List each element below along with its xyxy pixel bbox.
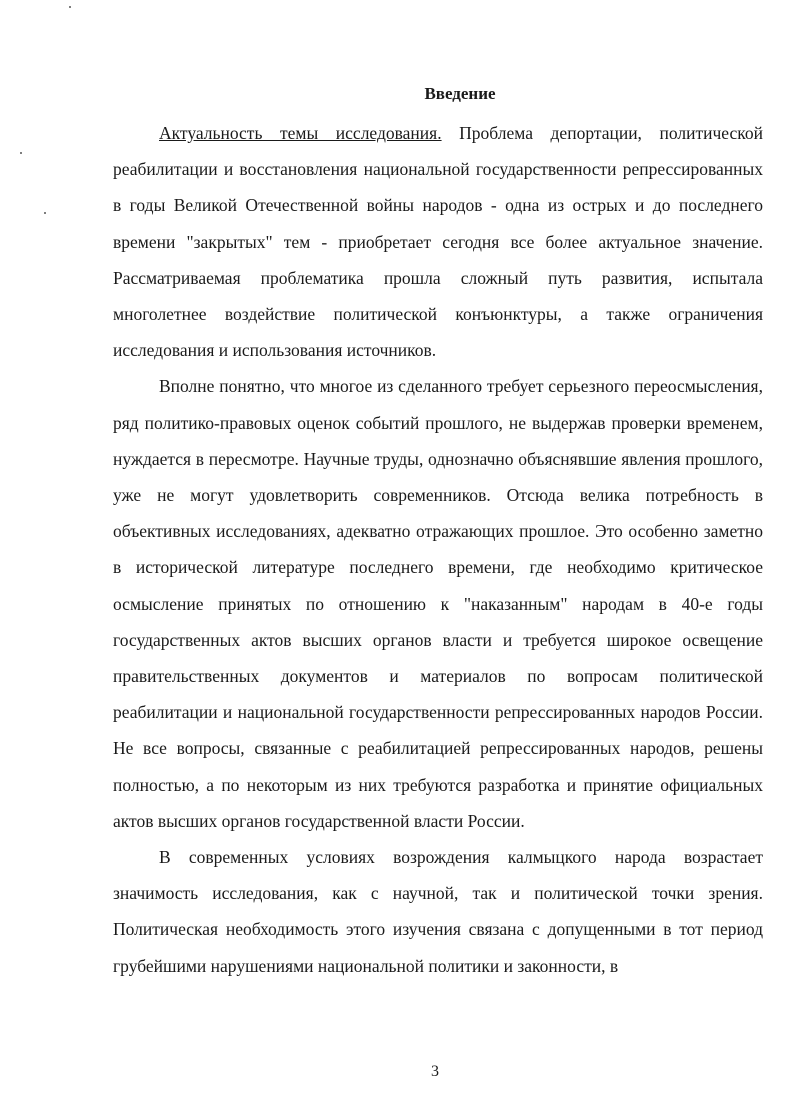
scan-speck bbox=[20, 152, 22, 154]
paragraph-2: Вполне понятно, что многое из сделанного требует серьезного переосмысления, ряд политико-правовых оценок событий прошлого, не выдержав проверки временем, нуждается в пересмотре. Научные труды, однозначно объяснявшие явления прошлого, уже не могут удовлетворить современников. Отсюда велика потребность в объективных исследованиях, адекватно отражающих прошлое. Это особенно заметно в исторической литературе последнего времени, где необходимо критическое осмысление принятых по отношению к "наказанным" народам в 40-е годы государственных актов высших органов власти и требуется широкое освещение правительственных документов и материалов по вопросам политической реабилитации и национальной государственности репрессированных народов России. Не все вопросы, связанные с реабилитацией репрессированных народов, решены полностью, а по некоторым из них требуются разработка и принятие официальных актов высших органов государственной власти России. bbox=[113, 376, 763, 831]
paragraph-text: Проблема депортации, политической реабилитации и восстановления национальной государственности репрессированных в годы Великой Отечественной войны народов - одна из острых и до последнего времени "закрытых" тем - приобретает сегодня все более актуальное значение. Рассматриваемая проблематика прошла сложный путь развития, испытала многолетнее воздействие политической конъюнктуры, а также ограничения исследования и использования источников. bbox=[113, 123, 763, 361]
page-number: 3 bbox=[431, 1063, 439, 1080]
scan-speck bbox=[69, 6, 71, 8]
section-heading: Введение bbox=[424, 84, 496, 103]
body-text bbox=[113, 115, 763, 984]
paragraph-1 bbox=[113, 115, 763, 368]
scan-speck bbox=[44, 212, 46, 214]
paragraph-3: В современных условиях возрождения калмыцкого народа возрастает значимость исследования, как с научной, так и политической точки зрения. Политическая необходимость этого изучения связана с допущенными в тот период грубейшими нарушениями национальной политики и законности, в bbox=[113, 847, 763, 976]
paragraph-lead: Актуальность темы исследования. bbox=[159, 123, 442, 143]
